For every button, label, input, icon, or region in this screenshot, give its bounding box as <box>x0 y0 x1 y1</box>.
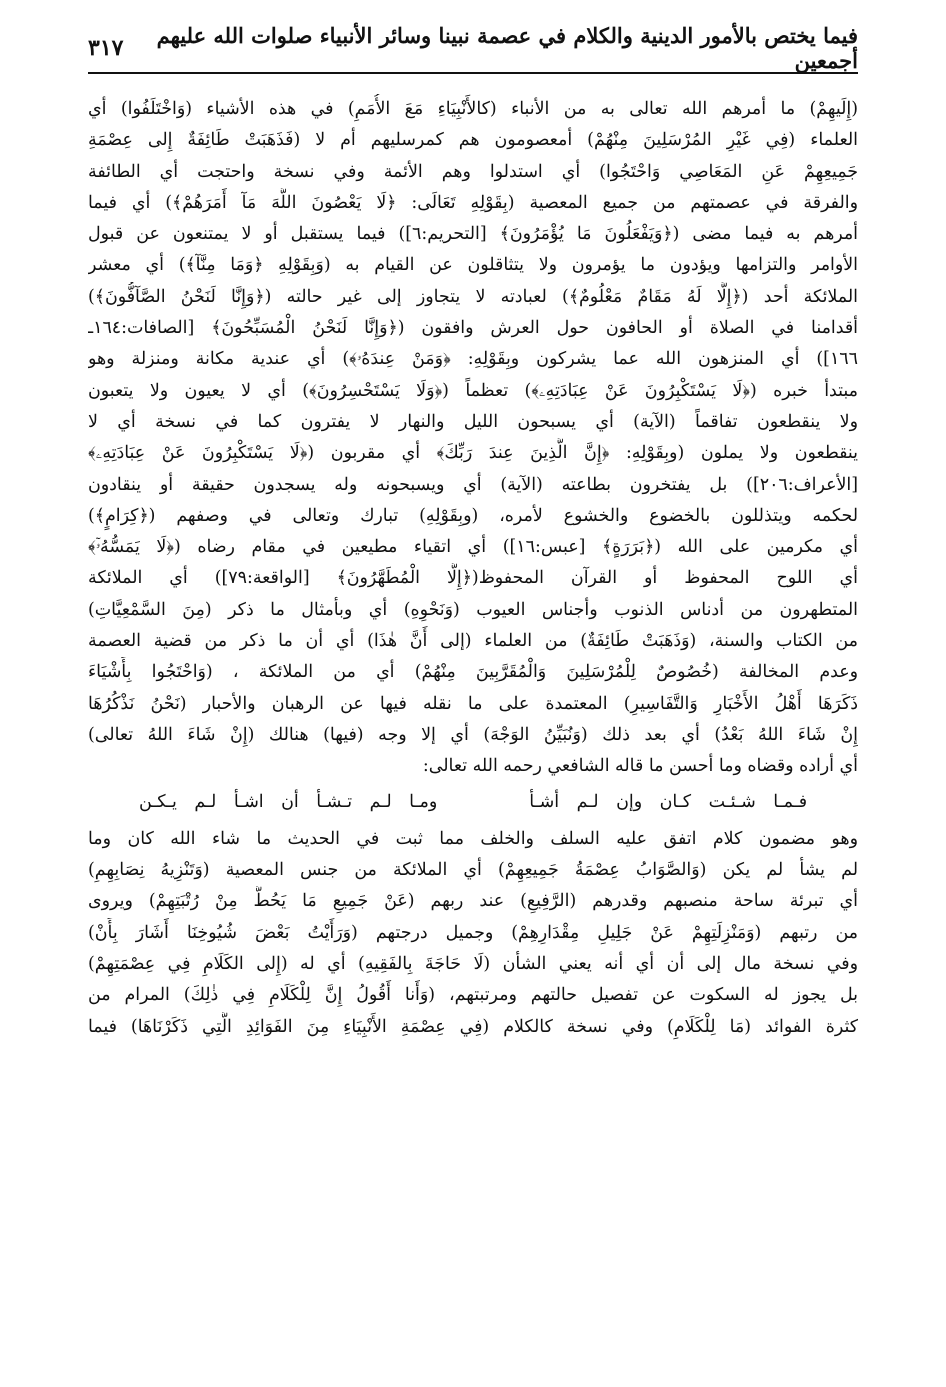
text-line: (إِلَيهِمْ) ما أمرهم الله تعالى به من الأنباء (كالأَنْبِيَاءِ مَعَ الأُمَمِ) في هذه الأشياء (وَاخْتَلَفُوا) أي <box>88 99 858 119</box>
poem-verse <box>88 783 858 824</box>
text-line: أي أراده وقضاه وما أحسن ما قاله الشافعي رحمه الله تعالى: <box>422 756 858 777</box>
text-line: من رتبهم (وَمَنْزِلَتِهِمْ عَنْ جَلِيلِ مِقْدَارِهِمْ) وجميل درجتهم (وَرَأَيْتُ بَعْضَ شُيُوخِنَا أَشَارَ بِأَنْ) <box>88 922 858 943</box>
text-line: المتطهرون من أدناس الذنوب وأجناس العيوب (وَنَحْوِهِ) أي وبأمثال ما ذكر (مِنَ السَّمْعِيَّاتِ) <box>88 599 858 620</box>
text-line: كثرة الفوائد (مَا لِلْكَلَامِ) وفي نسخة كالكلام (فِي عِصْمَةِ الأَنْبِيَاءِ مِنَ الفَوَائِدِ الَّتِي ذَكَرْنَاهَا) فيما <box>88 1016 858 1037</box>
text-line: إِنْ شَاءَ اللهُ بَعْدُ) أي بعد ذلك (وَنُبَيِّنُ الوَجْهَ) أي إلا وجه (فيها) هنالك (إِنْ شَاءَ اللهُ تعالى) <box>88 724 858 745</box>
text-block-lower <box>88 824 858 1043</box>
text-line: لم يشأ لم يكن (وَالصَّوَابُ عِصْمَةُ جَمِيعِهِمْ) أي الملائكة من جنس المعصية (وَتَنْزِيهُ نِصَابِهِمِ) <box>88 860 858 881</box>
text-line: وهو مضمون كلام اتفق عليه السلف والخلف مما ثبت في الحديث ما شاء الله كان وما <box>88 828 858 849</box>
text-line: بل يجوز له السكوت عن تفصيل حالتهم ومرتبتهم، (وَأَنا أَقُولُ إِنَّ لِلْكَلَامِ فِي ذٰلِكَ) المرام من <box>88 985 858 1006</box>
poem-first-hemistich: فـمـا شـئـت كـان وإن لـم أشـأ <box>529 791 808 812</box>
text-line: من الكتاب والسنة، (وَذَهَبَتْ طَائِفَةٌ) من العلماء (إلى أَنَّ هٰذَا) أي أن ما ذكر من قضية العصمة <box>88 631 858 652</box>
running-header <box>88 23 858 73</box>
header-divider <box>88 72 858 74</box>
page-body <box>88 94 858 1043</box>
poem-second-hemistich: ومـا لـم تـشـأ أن اشـأ لـم يـكـن <box>138 791 438 812</box>
text-line: لحكمه ويتذللون بالخضوع والخشوع لأمره، (وبِقَوْلِهِ) تبارك وتعالى في وصفهم (﴿كِرَامٍ﴾) <box>88 505 858 526</box>
text-line: ولا ينقطعون تفاقماً (الآية) أي يسبحون الليل والنهار لا يفترون كما في نسخة أي لا <box>88 411 858 432</box>
text-line: الأوامر والتزامها ويؤدون ما يؤمرون ولا يتثاقلون عن القيام به (وَبِقَوْلِهِ ﴿وَمَا مِنَّآ﴾) أي معشر <box>88 255 858 276</box>
running-title: فيما يختص بالأمور الدينية والكلام في عصمة نبينا وسائر الأنبياء صلوات الله عليهم أجمعين <box>156 23 858 73</box>
text-line: والفرقة في عصمتهم من جميع المعصية (بِقَوْلِهِ تَعَالَى: ﴿لَا يَعْصُونَ اللَّهَ مَآ أَمَرَهُمْ﴾) أي فيما <box>88 192 858 213</box>
text-line: مبتدأ خبره (﴿لَا يَسْتَكْبِرُونَ عَنْ عِبَادَتِهِۦ﴾) تعظماً (﴿وَلَا يَسْتَحْسِرُونَ﴾) أي لا يعيون ولا يتعبون <box>88 380 858 401</box>
text-line: أي مكرمين على الله (﴿بَرَرَةٍ﴾ [عبس:١٦]) أي اتقياء مطيعين في مقام رضاه (﴿لَا يَمَسُّهُۥٓ﴾ <box>88 537 858 558</box>
text-line: أي اللوح المحفوظ أو القرآن المحفوظ(﴿إِلَّا الْمُطَهَّرُونَ﴾ [الواقعة:٧٩]) أي الملائكة <box>88 568 858 589</box>
text-line: ١٦٦]) أي المنزهون الله عما يشركون وبِقَوْلِهِ: ﴿وَمَنْ عِندَهُۥ﴾) أي عندية مكانة ومنزلة وهو <box>88 349 858 370</box>
text-line: [الأعراف:٢٠٦]) بل يفتخرون بطاعته (الآية) أي ويسبحونه وله يسجدون حقيقة أو ينقادون <box>88 474 858 495</box>
text-line: ذَكَرَهَا أَهْلُ الأَخْبَارِ وَالتَّفَاسِيرِ) المعتمدة على ما نقله فيها عن الرهبان والأحبار (نَحْنُ نَذْكُرُهَا <box>88 693 858 714</box>
text-block-upper <box>88 94 858 783</box>
page-number: ٣١٧ <box>88 35 124 61</box>
text-line: جَمِيعِهِمْ عَنِ المَعَاصِي وَاحْتَجُوا) أي استدلوا وهم الأئمة وفي نسخة واحتجت أي الطائفة <box>88 161 858 182</box>
text-line: وعدم المخالفة (خُصُوصٌ لِلْمُرْسَلِينَ وَالْمُقَرَّبِينَ مِنْهُمْ) أي من الملائكة ، (وَاحْتَجُوا بِأَشْيَاءَ <box>88 662 858 683</box>
text-line: أي تبرئة ساحة منصبهم وقدرهم (الرَّفِيعِ) عند ربهم (عَنْ جَمِيعِ مَا يَحُطُّ مِنْ رُتْبَتِهِمْ) ويروى <box>88 891 858 912</box>
text-line: الملائكة أحد (﴿إِلَّا لَهُ مَقَامٌ مَعْلُومٌ﴾) لعبادته لا يتجاوز إلى غير حالته (﴿وَإِنَّا لَنَحْنُ الصَّآفُّونَ﴾) <box>88 286 858 307</box>
text-line: وفي نسخة مال إلى أن أي أنه يعني الشأن (لَا حَاجَةَ بِالفَقِيهِ) أي له (إِلى الكَلَامِ فِي عِصْمَتِهِمْ) <box>88 954 858 975</box>
text-line: أمرهم به فيما مضى (﴿وَيَفْعَلُونَ مَا يُؤْمَرُونَ﴾ [التحريم:٦]) فيما يستقبل أو لا يمتنعون عن قبول <box>88 224 858 245</box>
text-line: العلماء (فِي غَيْرِ المُرْسَلِينَ مِنْهُمْ) أمعصومون هم كمرسليهم أم لا (فَذَهَبَتْ طَائِفَةٌ إِلى عِصْمَةِ <box>88 130 858 151</box>
text-line: ينقطعون ولا يملون (وبِقَوْلِهِ: ﴿إِنَّ الَّذِينَ عِندَ رَبِّكَ﴾ أي مقربون (﴿لَا يَسْتَكْبِرُونَ عَنْ عِبَادَتِهِۦ﴾ <box>88 443 858 464</box>
text-line: أقدامنا في الصلاة أو الحافون حول العرش وافقون (﴿وَإِنَّا لَنَحْنُ الْمُسَبِّحُونَ﴾ [الصافات:١٦٤ـ <box>88 318 858 339</box>
